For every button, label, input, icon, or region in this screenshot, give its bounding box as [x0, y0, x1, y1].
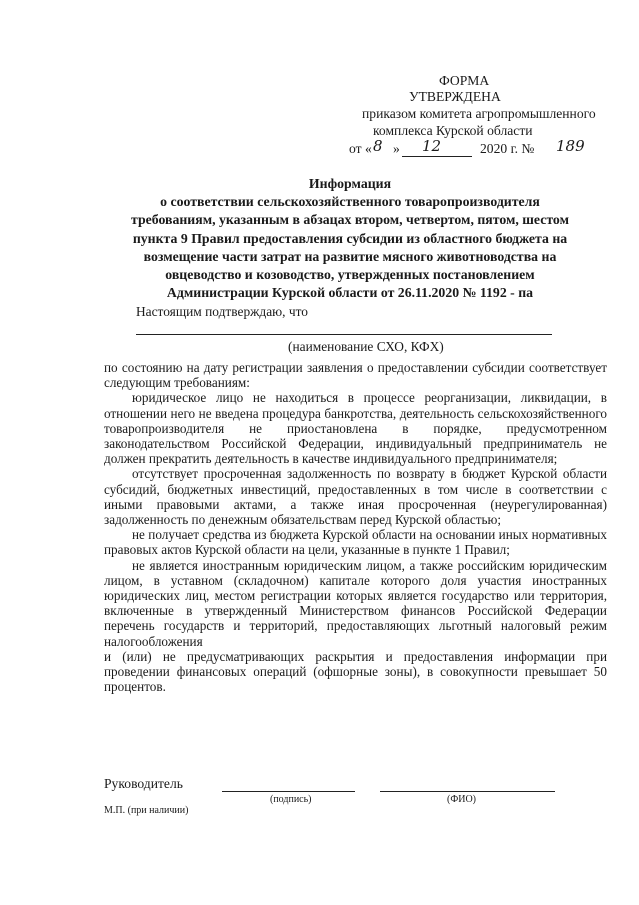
body-paragraph-6: и (или) не предусматривающих раскрытия и предоставления информации при проведении финансовых операций (офшорные зоны), в совокупности превышает 50 процентов. [104, 648, 607, 695]
requirements-body [104, 360, 607, 694]
stamp-form: ФОРМА [439, 73, 490, 88]
title-line-2: о соответствии сельскохозяйственного товаропроизводителя [160, 194, 540, 210]
stamp-number-handwritten: 189 [556, 137, 585, 155]
seal-note: М.П. (при наличии) [104, 805, 189, 816]
title-line-4: пункта 9 Правил предоставления субсидии из областного бюджета на [132, 230, 568, 246]
stamp-month-handwritten: 12 [422, 137, 442, 155]
signature-hint: (подпись) [270, 794, 312, 805]
name-hint: (наименование СХО, КФХ) [288, 339, 444, 354]
head-label: Руководитель [104, 776, 183, 791]
stamp-order-line2: комплекса Курской области [373, 123, 533, 138]
doc-title [100, 175, 600, 302]
stamp-date-prefix: от « [349, 141, 372, 156]
body-paragraph-2: юридическое лицо не находиться в процессе реорганизации, ликвидации, в отношении него не введена процедура банкротства, деятельность сельскохозяйственного товаропроизводителя не приостановлена в порядке, предусмотренном законодательством Российской Федерации, индивидуальный предприниматель не должен прекратить деятельность в качестве индивидуального предпринимателя; [104, 390, 607, 467]
title-line-5: возмещение части затрат на развитие мясного животноводства на [143, 248, 557, 264]
stamp-date-mid: » [393, 141, 400, 156]
stamp-order-line1: приказом комитета агропромышленного [362, 106, 596, 121]
stamp-approved: УТВЕРЖДЕНА [409, 89, 501, 104]
stamp-year: 2020 г. № [480, 141, 535, 156]
title-line-1: Информация [308, 176, 392, 191]
signature-line[interactable] [222, 791, 355, 792]
stamp-day-handwritten: 8 [373, 137, 383, 155]
confirm-text: Настоящим подтверждаю, что [136, 304, 308, 319]
title-line-6: овцеводство и козоводство, утвержденных постановлением [165, 267, 535, 283]
body-paragraph-5: не является иностранным юридическим лицом, а также российским юридическим лицом, в уставном (складочном) капитале которого доля участия иностранных юридических лиц, местом регистрации которых является государство или территория, включенные в утвержденный Министерством финансов Российской Федерации перечень государств и территорий, предоставляющих льготный налоговый режим налогообложения [104, 557, 607, 649]
body-paragraph-1: по состоянию на дату регистрации заявления о предоставлении субсидии соответствует следующим требованиям: [104, 360, 607, 391]
title-line-7: Администрации Курской области от 26.11.2020 № 1192 - па [166, 285, 534, 301]
fio-line[interactable] [380, 791, 555, 792]
month-underline [402, 156, 472, 157]
fio-hint: (ФИО) [447, 794, 477, 805]
title-line-3: требованиям, указанным в абзацах втором, четвертом, пятом, шестом [131, 212, 569, 228]
body-paragraph-4: не получает средства из бюджета Курской области на основании иных нормативных правовых актов Курской области на цели, указанные в пункте 1 Правил; [104, 527, 607, 558]
body-paragraph-3: отсутствует просроченная задолженность по возврату в бюджет Курской области субсидий, бюджетных инвестиций, предоставленных в том числе в соответствии с иными правовыми актами, а также иная просроченная (неурегулированная) задолженность по денежным обязательствам перед Курской областью; [104, 466, 607, 528]
name-input-line[interactable] [136, 334, 552, 335]
